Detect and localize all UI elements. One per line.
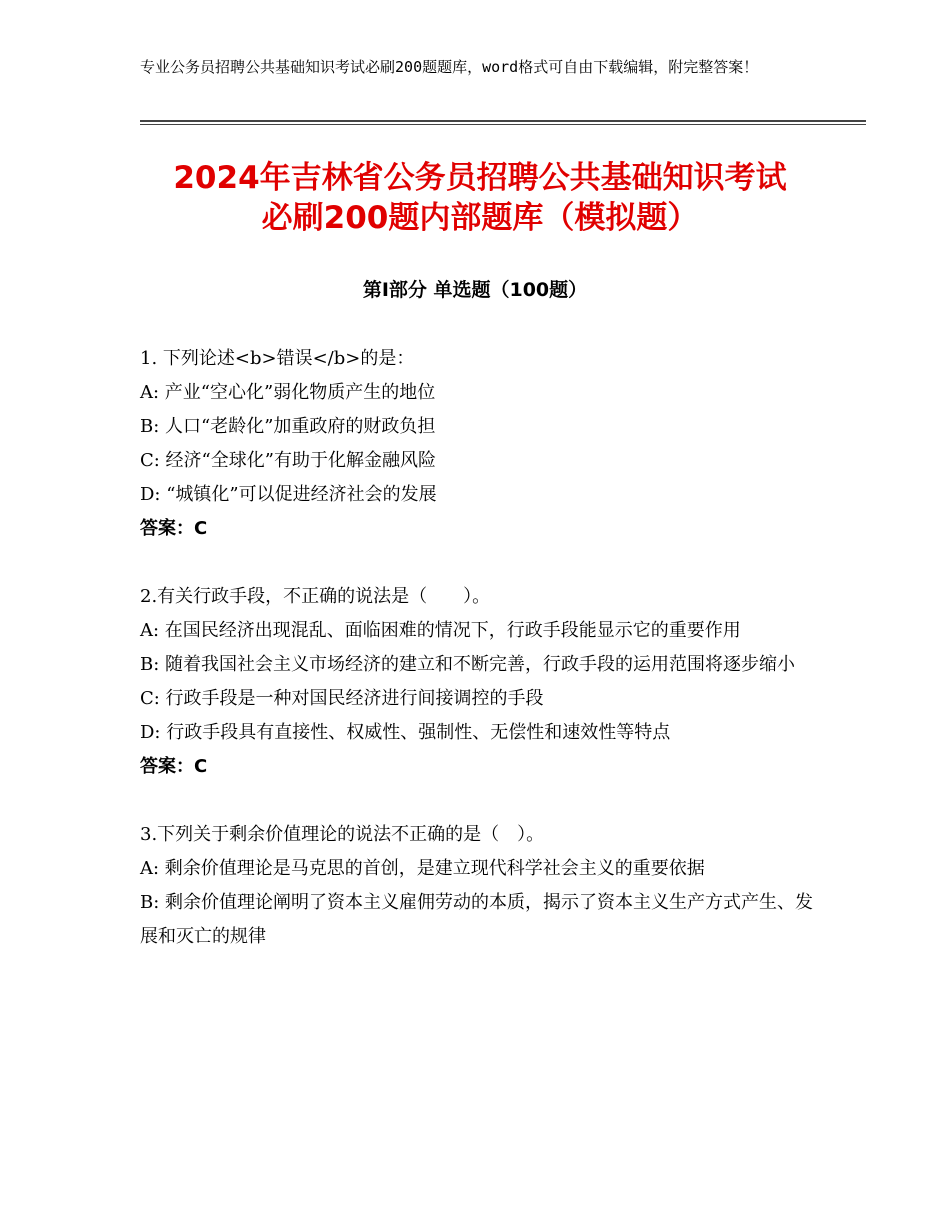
question-stem: 1. 下列论述<b>错误</b>的是： [140, 348, 415, 369]
title-line-2: 必刷200题内部题库（模拟题） [261, 200, 699, 236]
option-a: A: 产业“空心化”弱化物质产生的地位 [140, 382, 436, 403]
answer: 答案：C [140, 756, 208, 777]
option-a: A: 在国民经济出现混乱、面临困难的情况下，行政手段能显示它的重要作用 [140, 620, 741, 641]
question-stem: 2.有关行政手段，不正确的说法是（ ）。 [140, 586, 491, 607]
document-title [100, 158, 860, 238]
section-title: 第Ⅰ部分 单选题（100题） [362, 279, 588, 301]
answer: 答案：C [140, 518, 208, 539]
option-c: C: 经济“全球化”有助于化解金融风险 [140, 450, 436, 471]
option-b: B: 人口“老龄化”加重政府的财政负担 [140, 416, 436, 437]
question-3 [140, 818, 820, 954]
title-line-1: 2024年吉林省公务员招聘公共基础知识考试 [173, 160, 787, 196]
header-rule-thin [140, 124, 866, 125]
header-rule [140, 120, 866, 122]
question-stem: 3.下列关于剩余价值理论的说法不正确的是（ ）。 [140, 824, 545, 845]
option-c: C: 行政手段是一种对国民经济进行间接调控的手段 [140, 688, 544, 709]
question-2 [140, 580, 820, 784]
option-d: D: “城镇化”可以促进经济社会的发展 [140, 484, 437, 505]
question-list [140, 342, 820, 954]
option-b: B: 剩余价值理论阐明了资本主义雇佣劳动的本质，揭示了资本主义生产方式产生、发展和灭亡的规律 [140, 892, 814, 947]
question-1 [140, 342, 820, 546]
option-a: A: 剩余价值理论是马克思的首创，是建立现代科学社会主义的重要依据 [140, 858, 705, 879]
option-d: D: 行政手段具有直接性、权威性、强制性、无偿性和速效性等特点 [140, 722, 671, 743]
header-note: 专业公务员招聘公共基础知识考试必刷200题题库，word格式可自由下载编辑，附完整答案！ [140, 58, 759, 76]
option-b: B: 随着我国社会主义市场经济的建立和不断完善，行政手段的运用范围将逐步缩小 [140, 654, 796, 675]
